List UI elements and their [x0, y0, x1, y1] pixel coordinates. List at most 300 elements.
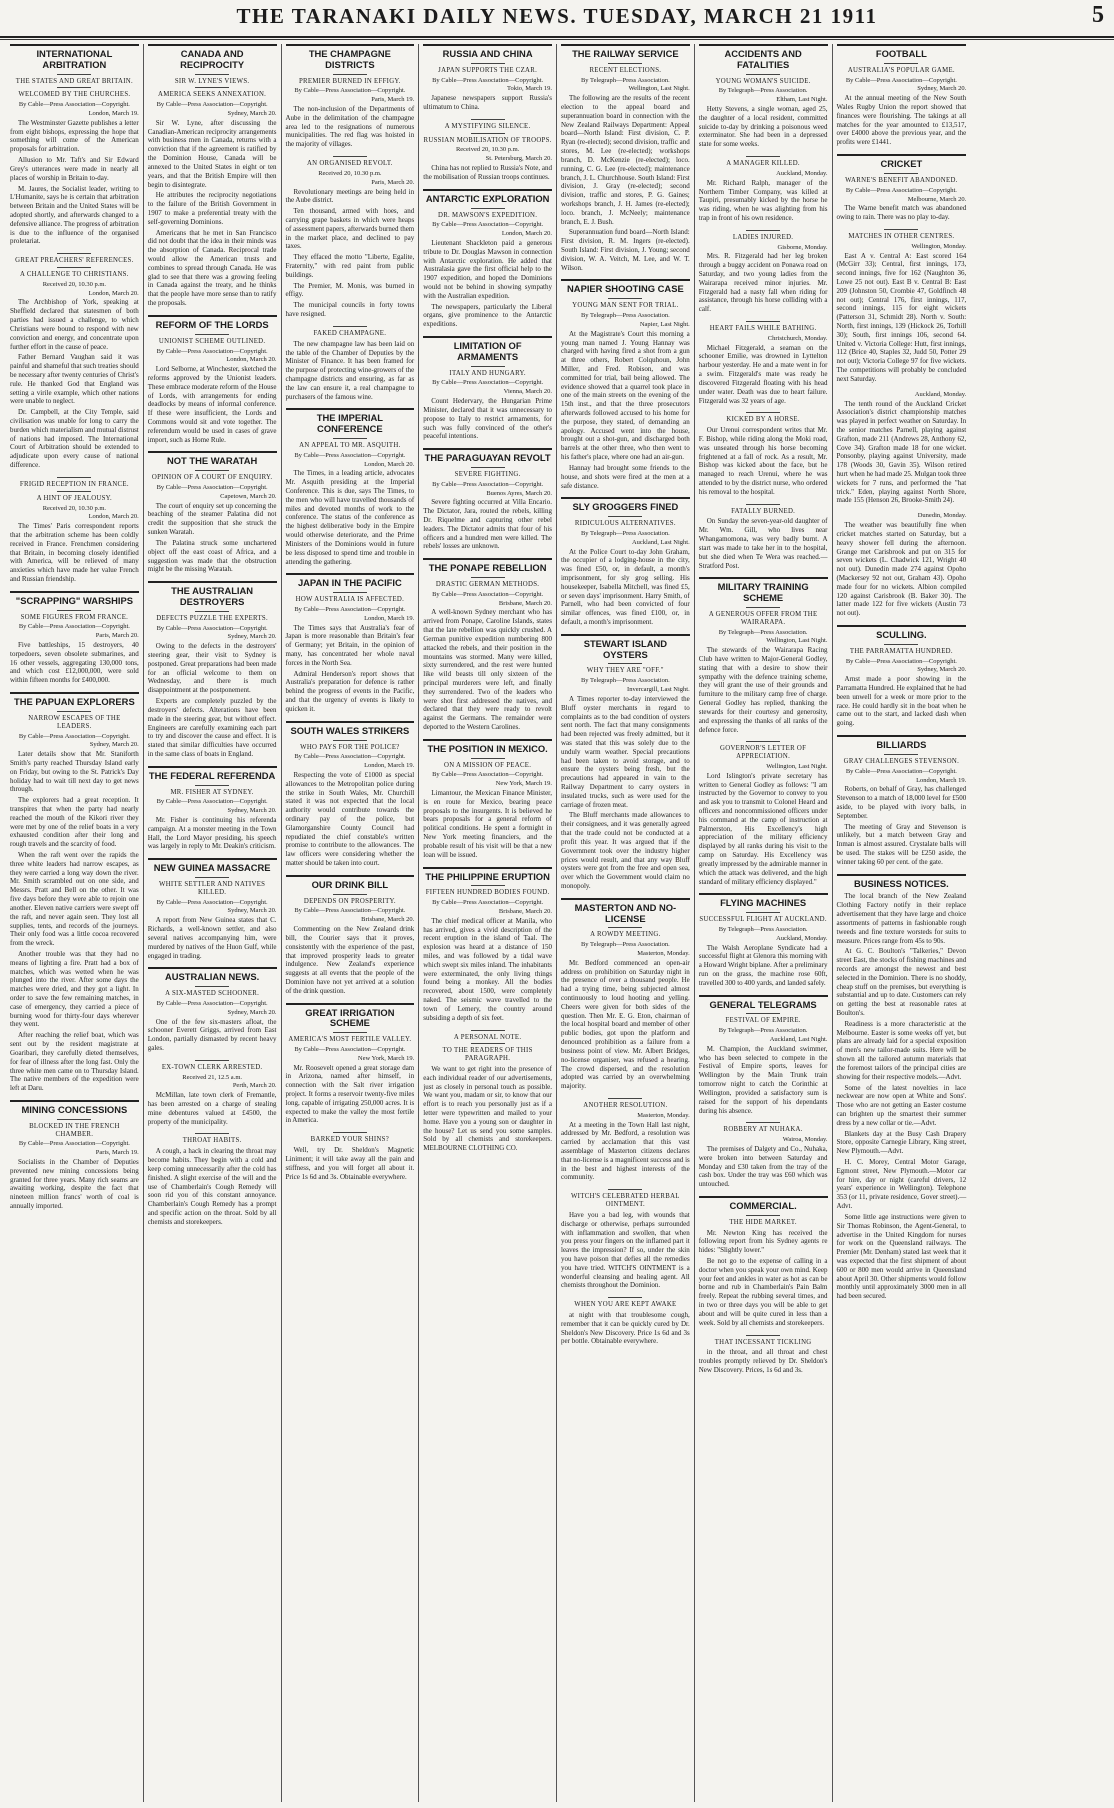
- article-credit: By Cable—Press Association—Copyright.: [156, 999, 268, 1007]
- article-subheading: WARNE'S BENEFIT ABANDONED.: [837, 173, 967, 185]
- article-subheading: A GENEROUS OFFER FROM THE WAIRARAPA.: [699, 607, 828, 627]
- article-headline: RUSSIA AND CHINA: [442, 48, 533, 59]
- article-dateline: New York, March 19.: [495, 780, 552, 788]
- article-paragraph: Americans that he met in San Francisco did not doubt that the idea in their minds was the absorption of Canada. Reciprocal trade would allow the American trusts and combines to spread through Canada. He was glad to see that there was a growing feeling in Canada against the treaty, and he thinks that the people have more sense than to ratify the proposals.: [147, 228, 277, 308]
- article-paragraph: Mr. Roosevelt opened a great storage dam in Arizona, named after himself, in connection with the Salt river irrigation project. It forms a reservoir twenty-five miles long, capable of irrigating 250,000 acres. It is expected to make the valley the most fertile in America.: [285, 1063, 415, 1125]
- article-headline: SOUTH WALES STRIKERS: [290, 724, 410, 736]
- article-subheading: SEVERE FIGHTING.: [423, 467, 552, 479]
- columns-container: [6, 44, 1108, 1802]
- news-article: [286, 1003, 415, 1126]
- news-article: [148, 1133, 277, 1226]
- news-article: [148, 766, 277, 851]
- article-credit: By Telegraph—Press Association.: [580, 941, 670, 949]
- article-paragraph: The following are the results of the recent election to the appeal board and superannuation board in connection with the New Zealand Railways Department: Appeal board—North Island: First division, C. P. Ryan (re-elected); second division, traffic and stores, M. Lee (re-elected); workshops branch, D. McKenzie (re-elected); loco. running, C. G. Lee (re-elected); maintenance branch, J. L. Churchhouse. South Island: First division, J. Gray (re-elected); second division, traffic and stores, P. G. Gaines; workshops branch, J. H. James (re-elected); loco. branch, J. McNeely; maintenance branch, E. J. Bush.: [561, 94, 690, 226]
- news-article: [423, 867, 552, 1023]
- article-credit: By Cable—Press Association—Copyright.: [432, 771, 544, 779]
- news-article: [699, 412, 828, 496]
- article-subheading: WHY THEY ARE "OFF.": [561, 663, 690, 675]
- article-dateline: Auckland, Monday.: [776, 934, 828, 942]
- article-subheading: MR. FISHER AT SYDNEY.: [148, 785, 277, 797]
- article-paragraph: The weather was beautifully fine when cricket matches started on Saturday, but a heavy shower fell during the afternoon. Grange met Carisbrook and put on 315 for seven wickets (L. Chadwick 121, Wright 40 not out). Dunedin made 274 against Opoho (Mackersey 92 not out, Graham 43). Opoho made four for no wickets. Albion compiled 120 against Carisbrook (B. Baker 30). The latter made 122 for five wickets (Austin 73 not out).: [836, 521, 967, 618]
- article-paragraph: Have you a bad leg, with wounds that discharge or otherwise, perhaps surrounded with inflammation and swollen, that when you press your fingers on the inflamed part it leaves the impression? If so, under the skin you have poison that defies all the remedies you have tried. WITCH'S OINTMENT is a wonderful cleansing and healing agent. All chemists throughout the Dominion.: [561, 1210, 690, 1290]
- article-paragraph: Mr. Fisher is continuing his referenda campaign. At a monster meeting in the Town Hall, the Lord Mayor presiding, his speech was largely in reply to Mr. Deakin's criticism.: [147, 815, 277, 851]
- article-headline: COMMERCIAL.: [729, 1199, 797, 1211]
- article-paragraph: Well, try Dr. Sheldon's Magnetic Liniment; it will take away all the pain and stiffness, and you will forget all about it. Price 1s 6d and 3s. Obtainable everywhere.: [285, 1146, 415, 1181]
- article-subheading: JAPAN SUPPORTS THE CZAR.: [423, 63, 552, 75]
- article-paragraph: Mr. Newton King has received the following report from his Sydney agents re hides: "Slightly lower.": [698, 1228, 828, 1255]
- article-subheading: GRAY CHALLENGES STEVENSON.: [837, 754, 967, 766]
- headline-rule: [148, 451, 277, 453]
- article-paragraph: Be not go to the expense of calling in a doctor when you speak your own mind. Keep your feet and ankles in water as hot as can be borne and rub in Chamberlain's Pain Balm freely. Repeat the rubbing several times, and in two or three days you will be able to get about and will be quite cured in less than a week. Sold by all chemists and storekeepers.: [698, 1257, 828, 1327]
- news-article: [699, 577, 828, 734]
- headline-rule: [423, 558, 552, 560]
- article-paragraph: Revolutionary meetings are being held in the Aube district.: [285, 187, 415, 205]
- article-headline: THE PONAPE REBELLION: [428, 562, 547, 574]
- article-dateline: Perth, March 20.: [232, 1082, 277, 1090]
- news-article: [699, 1335, 828, 1375]
- headline-rule: [286, 721, 415, 723]
- article-subheading: SUCCESSFUL FLIGHT AT AUCKLAND.: [699, 912, 828, 924]
- article-subheading: UNIONIST SCHEME OUTLINED.: [148, 334, 277, 346]
- article-dateline: Sydney, March 20.: [227, 110, 277, 118]
- article-dateline: Wairoa, Monday.: [782, 1136, 828, 1144]
- headline-rule: [837, 154, 967, 156]
- article-subheading: RIDICULOUS ALTERNATIVES.: [561, 516, 690, 528]
- article-subheading: YOUNG MAN SENT FOR TRIAL.: [561, 298, 690, 310]
- headline-rule: [148, 858, 277, 860]
- article-credit: By Telegraph—Press Association.: [580, 76, 670, 84]
- news-article: [423, 189, 552, 329]
- article-paragraph: The Times, in a leading article, advocates Mr. Asquith presiding at the Imperial Conference. This is due, says The Times, to the men who will have travelled thousands of miles and devoted months of work to the conference. The status of the conference as the highest deliberative body in the Empire would otherwise deteriorate, and the Prime Ministers of the Dominions would in future be less disposed to spend time and trouble in attending the gathering.: [285, 469, 415, 566]
- article-paragraph: At G. C. Boulton's "Talkeries," Devon street East, the stocks of fishing machines and records are amongst the newest and best selected in the Dominion. There is no shoddy, cheap stuff on the premises, but everything is substantial and up to date. Customers can rely on getting the best at reasonable rates at Boulton's.: [836, 947, 967, 1018]
- news-article: [10, 44, 139, 246]
- article-headline: MINING CONCESSIONS: [21, 1103, 128, 1115]
- article-paragraph: China has not replied to Russia's Note, and the mobilisation of Russian troops continues.: [423, 164, 552, 181]
- article-subheading: AMERICA SEEKS ANNEXATION.: [148, 87, 277, 99]
- news-article: [148, 581, 277, 759]
- article-subheading: HEART FAILS WHILE BATHING.: [699, 321, 828, 333]
- article-paragraph: On Sunday the seven-year-old daughter of Mr. Wm. Gill, who lives near Whangamomona, was very badly burnt. A start was made to take her in to the hospital, but she died when Te Wera was reached.—Stratford Post.: [698, 517, 828, 570]
- news-article: [148, 44, 277, 308]
- news-article: [10, 253, 139, 470]
- article-paragraph: The stewards of the Wairarapa Racing Club have written to Major-General Godley, stating that with a desire to show their sympathy with the defence training scheme, they will grant the use of their grounds and furniture to the military camp free of charge. General Godley has replied, thanking the stewards for their courtesy and generosity, and expressing the thanks of all ranks of the defence force.: [698, 646, 828, 734]
- article-headline: THE RAILWAY SERVICE: [572, 48, 679, 59]
- article-subheading: DR. MAWSON'S EXPEDITION.: [423, 208, 552, 220]
- article-credit: By Cable—Press Association—Copyright.: [845, 186, 957, 194]
- article-paragraph: Japanese newspapers support Russia's ultimatum to China.: [423, 94, 552, 112]
- article-paragraph: The Warne benefit match was abandoned owing to rain. There was no play to-day.: [836, 204, 967, 222]
- article-dateline: London, March 19.: [364, 614, 415, 622]
- article-credit: By Cable—Press Association—Copyright.: [18, 1140, 130, 1148]
- article-paragraph: The meeting of Gray and Stevenson is unlikely, but a match between Gray and Inman is almost assured. Crystalate balls will be used. The stakes will be £250 aside, the winner taking 60 per cent. of the gate.: [836, 822, 967, 866]
- article-subheading: BLOCKED IN THE FRENCH CHAMBER.: [10, 1119, 139, 1139]
- news-article: [561, 634, 690, 891]
- headline-rule: [561, 44, 690, 46]
- article-dateline: Sydney, March 20.: [89, 741, 139, 749]
- news-article: [10, 591, 139, 685]
- article-subheading: YOUNG WOMAN'S SUICIDE.: [699, 74, 828, 86]
- article-credit: By Cable—Press Association—Copyright.: [845, 657, 957, 665]
- article-paragraph: At the Police Court to-day John Graham, the occupier of a lodging-house in the city, was fined £50, or, in default, a month's imprisonment, for sly grog selling. His housekeeper, Isabella Mitchell, was fined £5, or seven days' imprisonment. Harry Smith, of Parnell, who had been convicted of four similar offences, was fined £100, or, in default, a month's imprisonment.: [561, 547, 690, 627]
- article-dateline: Sydney, March 20.: [917, 85, 967, 93]
- article-dateline: Brisbane, March 20.: [361, 916, 415, 924]
- headline-rule: [423, 867, 552, 869]
- article-subheading: THE PARRAMATTA HUNDRED.: [837, 644, 967, 656]
- news-article: [148, 315, 277, 445]
- article-subheading: FIFTEEN HUNDRED BODIES FOUND.: [423, 885, 552, 897]
- article-paragraph: Count Hedervary, the Hungarian Prime Minister, declared that it was unnecessary to propose to Italy to restrict armaments, for such was fully convinced of the other's peaceful intentions.: [423, 397, 552, 441]
- headline-rule: [423, 336, 552, 338]
- article-dateline: Eltham, Last Night.: [776, 96, 828, 104]
- article-subheading: WELCOMED BY THE CHURCHES.: [10, 87, 139, 99]
- article-subheading: DEFECTS PUZZLE THE EXPERTS.: [148, 611, 277, 623]
- article-paragraph: Ten thousand, armed with hoes, and carrying grape baskets in which were heaps of assessment papers, afterwards burned them in the market place, and declined to pay taxes.: [285, 207, 415, 251]
- article-credit: By Telegraph—Press Association.: [580, 529, 670, 537]
- article-headline: LIMITATION OF ARMAMENTS: [453, 340, 522, 362]
- article-dateline: Sydney, March 20.: [227, 633, 277, 641]
- article-subheading: WITCH'S CELEBRATED HERBAL OINTMENT.: [561, 1189, 690, 1209]
- article-headline: JAPAN IN THE PACIFIC: [297, 577, 402, 589]
- article-dateline: Buenos Ayres, March 20.: [486, 489, 552, 497]
- article-headline: THE AUSTRALIAN DESTROYERS: [171, 585, 254, 607]
- article-paragraph: Lieutenant Shackleton paid a generous tribute to Dr. Douglas Mawson in connection with Antarctic exploration. He added that Australasia gave the first official help to the 1907 expedition, and hoped the Dominions would not be behind in showing sympathy with the Australian expedition.: [423, 238, 552, 300]
- article-paragraph: Blankets day at the Busy Cash Drapery Store, opposite Carnegie Library, King street, New Plymouth.—Advt.: [836, 1129, 967, 1156]
- article-paragraph: East A v. Central A: East scored 164 (McGirr 33); Central, first innings, 173, second innings, five for 162 (Naughton 36, Lowe 25 not out). East B v. Central B: East 209 (Johnston 50, Crombie 47, Goldfinch 48 not out); Central 176, first innings, 117, second innings, 115 for eight wickets (Patterson 31, Schmidt 28). North v. South: North, first innings, 139 (Hickock 26, Torhill 30); South, first innings 106, second 64. United v. Victoria College: Hutt, first innings, 112 (Brice 40, Staples 32, Judd 50, Potter 29 not out); Victoria College 97 for five wickets. The competitions will probably be concluded next Saturday.: [836, 251, 967, 383]
- headline-rule: [837, 625, 967, 627]
- article-paragraph: Mr. Richard Ralph, manager of the Northern Timber Company, was killed at Taupiri, presumably kicked by the horse he was riding, when he was alighting from his trap in front of his own residence.: [698, 178, 828, 222]
- article-credit: By Cable—Press Association—Copyright.: [156, 347, 268, 355]
- article-paragraph: A well-known Sydney merchant who has arrived from Ponape, Caroline Islands, states that the late rebellion was quickly crushed. A German punitive expedition numbering 800 attacked the rebels, and their position in the mountains was stormed. Many were killed, sixty surrendered, and the rest were hunted like wild beasts till only sixteen of the principal murderers were left, and finally they surrendered. Two of the leaders who were shot first addressed the natives, and declared that they were ready to revolt against the Germans. The remainder were deported to the Western Carolines.: [423, 608, 552, 731]
- article-credit: By Cable—Press Association—Copyright.: [18, 623, 130, 631]
- news-article: [423, 119, 552, 182]
- article-headline: FLYING MACHINES: [720, 897, 807, 909]
- headline-rule: [699, 577, 828, 579]
- article-headline: SLY GROGGERS FINED: [572, 501, 679, 513]
- article-subheading: THROAT HABITS.: [148, 1133, 277, 1145]
- article-subheading: ROBBERY AT NUHAKA.: [699, 1122, 828, 1134]
- article-paragraph: The Palatina struck some unchartered object off the east coast of Africa, and a suggestion was made that the obstruction might be the missing Waratah.: [147, 538, 277, 574]
- article-subheading: NARROW ESCAPES OF THE LEADERS.: [10, 711, 139, 731]
- news-article: [561, 44, 690, 272]
- article-paragraph: Sir W. Lyne, after discussing the Canadian-American reciprocity arrangements with business men in Canada, returns with a conviction that if the agreement is ratified by the Dominion House, Canada will be annexed to the United States in eight or ten years, and that the British Empire will then begin to disintegrate.: [147, 118, 277, 189]
- news-article: [837, 735, 967, 867]
- news-column: [557, 44, 695, 1802]
- article-credit: By Telegraph—Press Association.: [718, 87, 808, 95]
- article-headline: REFORM OF THE LORDS: [155, 318, 269, 330]
- news-article: [561, 1297, 690, 1346]
- article-credit: By Cable—Press Association—Copyright.: [294, 451, 406, 459]
- article-credit: By Cable—Press Association—Copyright.: [294, 605, 406, 613]
- article-credit: By Cable—Press Association—Copyright.: [294, 753, 406, 761]
- headline-rule: [699, 1196, 828, 1198]
- article-subheading: WHITE SETTLER AND NATIVES KILLED.: [148, 877, 277, 897]
- article-paragraph: At a meeting in the Town Hall last night, addressed by Mr. Bedford, a resolution was carried by acclamation that this vast assemblage of Masterton citizens declares that no-license is a magnificent success and is in the best and highest interests of the community.: [561, 1120, 690, 1182]
- article-subheading: A CHALLENGE TO CHRISTIANS.: [10, 267, 139, 279]
- news-article: [561, 1189, 690, 1290]
- article-headline: THE CHAMPAGNE DISTRICTS: [308, 48, 391, 70]
- news-article: [561, 1098, 690, 1182]
- headline-rule: [561, 497, 690, 499]
- news-article: [10, 477, 139, 584]
- article-subheading: FAKED CHAMPAGNE.: [286, 326, 415, 338]
- news-article: [837, 44, 967, 147]
- article-paragraph: The court of enquiry set up concerning the beaching of the steamer Palatina did not credit the supposition that she struck the sunken Waratah.: [147, 501, 277, 537]
- article-dateline: Invercargill, Last Night.: [627, 686, 690, 694]
- headline-rule: [837, 874, 967, 876]
- article-headline: OUR DRINK BILL: [311, 878, 389, 890]
- article-paragraph: McMillan, late town clerk of Fremantle, has been arrested on a charge of stealing mine debentures valued at £4500, the property of the municipality.: [147, 1091, 277, 1126]
- article-subheading: TO THE READERS OF THIS PARAGRAPH.: [423, 1043, 552, 1063]
- article-paragraph: At the annual meeting of the New South Wales Rugby Union the report showed that finances were flourishing. The takings at all matches for the year amounted to £13,517, over £4000 above the previous year, and the profits were £1441.: [836, 94, 967, 147]
- article-paragraph: The Archbishop of York, speaking at Sheffield declared that statesmen of both parties had issued a challenge, to which Christians were bound to respond with new conviction and energy, and concentrate upon further effort in the cause of peace.: [10, 298, 139, 351]
- article-paragraph: A report from New Guinea states that C. Richards, a well-known settler, and also several natives accompanying him, were murdered by natives of the Huon Gulf, while engaged in trading.: [147, 916, 277, 960]
- article-paragraph: Mr. Bedford commenced an open-air address on prohibition on Saturday night in the presence of over a thousand people. He had a trying time, being subjected almost continuously to loud hooting and yelling. Cheers were given for both sides of the question. Then Mr. E. G. Eton, chairman of the local hospital board and member of other public bodies, got upon the platform and denounced prohibition as a failure from a business point of view. Mr. Albert Bridges, no-license organiser, was refused a hearing. The crowd dispersed, and the resolution adopted was carried by an overwhelming majority.: [561, 958, 690, 1091]
- news-article: [286, 573, 415, 713]
- article-paragraph: The premises of Dalgety and Co., Nuhaka, were broken into between Saturday and Monday and £30 taken from the tray of the cash box. Under the tray was £60 which was untouched.: [698, 1144, 828, 1189]
- article-dateline: Auckland, Last Night.: [769, 1036, 828, 1044]
- news-column: [419, 44, 557, 1802]
- article-dateline: Paris, March 20.: [371, 178, 415, 186]
- article-subheading: FRIGID RECEPTION IN FRANCE.: [10, 477, 139, 489]
- news-article: [10, 692, 139, 1093]
- article-credit: By Telegraph—Press Association.: [718, 628, 808, 636]
- article-subheading: WHEN YOU ARE KEPT AWAKE: [561, 1297, 690, 1309]
- article-paragraph: M. Champion, the Auckland swimmer, who has been selected to compete in the Festival of Empire sports, leaves for Wellington by the Main Trunk train tomorrow night to catch the Corinthic at Wellington, provided a satisfactory sum is raised for the support of his dependants during his absence.: [698, 1044, 828, 1115]
- article-paragraph: The Walsh Aeroplane Syndicate had a successful flight at Glenora this morning with a Howard Wright biplane. After a preliminary run on the grass, the machine rose 60ft, travelled 300 to 400 yards, and landed safely.: [698, 943, 828, 987]
- article-credit: Received 20, 10.30 p.m.: [42, 504, 107, 512]
- news-article: [699, 230, 828, 314]
- article-subheading: A PERSONAL NOTE.: [423, 1030, 552, 1042]
- news-article: [837, 154, 967, 222]
- article-dateline: Masterton, Monday.: [637, 1111, 690, 1119]
- article-paragraph: Socialists in the Chamber of Deputies prevented new mining concessions being granted for three years. Many rich seams are awaiting working, despite the fact that nineteen million francs' worth of coal is annually imported.: [10, 1158, 139, 1211]
- article-subheading: DEPENDS ON PROSPERITY.: [286, 894, 415, 906]
- news-article: [286, 721, 415, 868]
- article-paragraph: Hetty Stevens, a single woman, aged 25, the daughter of a local resident, committed suicide to-day by drinking a poisonous weed exterminator. She had been in a depressed state for some weeks.: [698, 105, 828, 149]
- article-paragraph: The Times' Paris correspondent reports that the arbitration scheme has been coldly received in France. Frenchmen considering that Britain, in becoming closely identified with America, will be relieved of many anxieties which have made her value French and Russian friendship.: [10, 522, 139, 583]
- article-paragraph: The Times says that Australia's fear of Japan is more reasonable than Britain's fear of Germany; yet Britain, in the opinion of many, has concentrated her whole naval forces in the North Sea.: [285, 623, 415, 667]
- article-subheading: RUSSIAN MOBILISATION OF TROOPS.: [423, 133, 552, 145]
- article-subheading: SOME FIGURES FROM FRANCE.: [10, 610, 139, 622]
- article-dateline: Napier, Last Night.: [639, 320, 690, 328]
- news-article: [837, 229, 967, 384]
- headline-rule: [286, 44, 415, 46]
- article-credit: By Cable—Press Association—Copyright.: [156, 101, 268, 109]
- article-dateline: Wellington, Last Night.: [766, 762, 828, 770]
- article-paragraph: at night with that troublesome cough, remember that it can be quickly cured by Dr. Sheldon's New Discovery. Price 1s 6d and 3s per bottle. Obtainable everywhere.: [561, 1311, 690, 1346]
- article-dateline: Christchurch, Monday.: [767, 334, 828, 342]
- article-headline: AUSTRALIAN NEWS.: [164, 971, 260, 983]
- article-subheading: EX-TOWN CLERK ARRESTED.: [148, 1060, 277, 1072]
- article-paragraph: Lord Selborne, at Winchester, sketched the reforms approved by the Unionist leaders. These embrace moderate reform of the House of Lords, with arrangements for ending deadlocks by means of informal conference. If these were insufficient, the Lords and Commons would sit and vote together. The referendum would be used in cases of grave import, such as Home Rule.: [147, 365, 277, 444]
- article-subheading: WHO PAYS FOR THE POLICE?: [286, 740, 415, 752]
- headline-rule: [148, 315, 277, 317]
- article-subheading: BARKED YOUR SHINS?: [286, 1132, 415, 1144]
- article-headline: ANTARCTIC EXPLORATION: [425, 192, 550, 204]
- headline-rule: [699, 44, 828, 46]
- article-headline: MASTERTON AND NO-LICENSE: [574, 901, 677, 924]
- news-article: [286, 44, 415, 149]
- masthead: [0, 0, 1114, 38]
- page-number: 5: [1092, 2, 1104, 28]
- article-subheading: AUSTRALIA'S POPULAR GAME.: [837, 63, 967, 75]
- news-article: [837, 874, 967, 1301]
- headline-rule: [148, 581, 277, 583]
- article-subheading: MATCHES IN OTHER CENTRES.: [837, 229, 967, 241]
- headline-rule: [699, 995, 828, 997]
- article-subheading: SIR W. LYNE'S VIEWS.: [148, 74, 277, 86]
- article-headline: "SCRAPPING" WARSHIPS: [15, 594, 133, 606]
- article-dateline: London, March 20.: [364, 460, 415, 468]
- article-dateline: Paris, March 19.: [371, 96, 415, 104]
- news-article: [699, 1196, 828, 1328]
- article-credit: By Telegraph—Press Association.: [580, 677, 670, 685]
- article-subheading: AMERICA'S MOST FERTILE VALLEY.: [286, 1032, 415, 1044]
- news-article: [423, 1030, 552, 1154]
- headline-rule: [423, 448, 552, 450]
- article-headline: THE IMPERIAL CONFERENCE: [316, 412, 383, 435]
- article-paragraph: Commenting on the New Zealand drink bill, the Courier says that it proves, consistently with the experience of the past, that improved prosperity leads to greater indulgence. New Zealand's experience suggests at all events that the people of the Dominion have not yet arrived at a solution of the drink question.: [285, 925, 415, 995]
- news-article: [699, 321, 828, 405]
- article-paragraph: The municipal councils in forty towns have resigned.: [285, 301, 415, 319]
- article-paragraph: H. C. Morey, Central Motor Garage, Egmont street, New Plymouth.—Motor car for hire, day or night (careful drivers, 12 years' experience in Wellington). Telephone 353 (or 11, private residence, Gover street).—Advt.: [836, 1158, 967, 1211]
- news-article: [423, 336, 552, 441]
- article-paragraph: Owing to the defects in the destroyers' steering gear, their visit to Sydney is postponed. Great preparations had been made for an official welcome to them on Wednesday, and there is much disappointment at the postponement.: [147, 642, 277, 695]
- article-subheading: THE HIDE MARKET.: [699, 1215, 828, 1227]
- article-dateline: Gisborne, Monday.: [777, 243, 828, 251]
- article-paragraph: Respecting the vote of £1000 as special allowances to the Metropolitan police during the strike in South Wales, Mr. Churchill stated it was not expected that the local authority would contribute towards the ordinary pay of the police, but Glamorganshire County Council had repudiated the chief constable's written promise to contribute to the allowances. The law officers were considering whether the matter should be taken into court.: [285, 770, 415, 868]
- news-article: [699, 893, 828, 987]
- article-dateline: Wellington, Last Night.: [766, 637, 828, 645]
- headline-rule: [837, 735, 967, 737]
- article-dateline: Auckland, Last Night.: [631, 538, 690, 546]
- news-column: [6, 44, 144, 1802]
- article-subheading: AN ORGANISED REVOLT.: [286, 156, 415, 168]
- news-article: [837, 512, 967, 618]
- article-credit: By Cable—Press Association—Copyright.: [845, 767, 957, 775]
- article-credit: By Cable—Press Association—Copyright.: [18, 101, 130, 109]
- article-paragraph: One of the few six-masters afloat, the schooner Everett Griggs, arrived from East London, partially dismasted by recent heavy gales.: [147, 1017, 277, 1052]
- article-subheading: HOW AUSTRALIA IS AFFECTED.: [286, 592, 415, 604]
- article-paragraph: He attributes the reciprocity negotiations to the failure of the British Government in 1907 to make a preferential treaty with the self-governing Dominions.: [147, 191, 277, 226]
- article-dateline: Brisbane, March 20.: [498, 907, 552, 915]
- news-article: [148, 967, 277, 1052]
- news-article: [148, 858, 277, 960]
- article-paragraph: Severe fighting occurred at Villa Encario. The Dictator, Jara, routed the rebels, killing Dr. Riquelme and capturing other rebel leaders. The Dictator admits that four of his officers and a hundred men were killed. The rebels' losses are unknown.: [423, 498, 552, 551]
- article-paragraph: Dr. Campbell, at the City Temple, said civilisation was unable for long to carry the burden which materialism and mutual distrust of nations had imposed. The International Court of Arbitration should be extended to adjudicate upon every cause of national difference.: [10, 408, 139, 470]
- article-subheading: FATALLY BURNED.: [699, 504, 828, 516]
- headline-rule: [561, 898, 690, 900]
- article-headline: INTERNATIONAL ARBITRATION: [36, 48, 113, 70]
- article-credit: By Cable—Press Association—Copyright.: [156, 484, 268, 492]
- news-article: [286, 156, 415, 319]
- article-headline: THE PARAGUAYAN REVOLT: [424, 452, 551, 464]
- headline-rule: [148, 44, 277, 46]
- article-subheading: GOVERNOR'S LETTER OF APPRECIATION.: [699, 741, 828, 761]
- article-headline: BILLIARDS: [876, 739, 927, 751]
- article-paragraph: in the throat, and all throat and chest troubles promptly relieved by Dr. Sheldon's New Discovery. Prices, 1s 6d and 3s.: [698, 1348, 828, 1374]
- article-subheading: A SIX-MASTED SCHOONER.: [148, 986, 277, 998]
- article-credit: By Cable—Press Association—Copyright.: [432, 379, 544, 387]
- article-headline: SCULLING.: [876, 629, 927, 641]
- article-paragraph: Admiral Henderson's report shows that Australia's preparation for defence is rather behind the progress of events in the Pacific, and that the urgency of events is likely to quicken it.: [285, 669, 415, 713]
- news-article: [699, 504, 828, 571]
- article-paragraph: Our Urenui correspondent writes that Mr. F. Bishop, while riding along the Moki road, was unseated through his horse becoming frightened at a fall of rock. As a result, Mr. Bishop was kicked about the face, but he managed to reach Urenui, where he was attended to by the district nurse, who ordered his removal to the hospital.: [698, 426, 828, 496]
- article-dateline: Brisbane, March 20.: [498, 599, 552, 607]
- article-headline: FOOTBALL: [875, 48, 927, 59]
- article-headline: NEW GUINEA MASSACRE: [153, 862, 271, 874]
- news-article: [699, 995, 828, 1116]
- article-credit: Received 20, 10.30 p.m.: [455, 146, 520, 154]
- article-paragraph: The chief medical officer at Manila, who has arrived, gives a vivid description of the recent eruption in the island of Taal. The explosion was heard at a distance of 150 miles, and was followed by a tidal wave which swept six miles inland. The inhabitants were exterminated, the only living things found being a monkey. All the bodies recovered, about 1500, were completely naked. The seismic wave travelled to the town of Lemery, the country around subsiding a depth of six feet.: [423, 916, 552, 1022]
- news-column: [282, 44, 420, 1802]
- article-paragraph: Some of the latest novelties in lace neckwear are now open at White and Sons'. Those who are not getting an Easter costume can brighten up the smartest their summer dress by a new collar or tie.—Advt.: [836, 1083, 967, 1127]
- news-article: [699, 741, 828, 886]
- article-paragraph: Mrs. R. Fitzgerald had her leg broken through a buggy accident on Ponawa road on Saturday, and two young ladies from the Wairarapa received minor injuries. Mr. Fitzgerald had a nasty fall when riding for assistance, through his horse colliding with a calf.: [698, 252, 828, 314]
- article-credit: By Cable—Press Association—Copyright.: [294, 87, 406, 95]
- news-article: [423, 558, 552, 732]
- article-credit: By Cable—Press Association—Copyright.: [432, 899, 544, 907]
- article-dateline: New York, March 19.: [357, 1054, 415, 1062]
- article-subheading: DRASTIC GERMAN METHODS.: [423, 577, 552, 589]
- article-paragraph: After reaching the relief boat, which was sent out by the resident magistrate at Goaribari, they carefully dieted themselves, for fear of illness after the long fast. Only the three white men came on to Thursday Island. The native members of the expedition were left at Daru.: [10, 1031, 139, 1093]
- article-paragraph: They effaced the motto "Liberte, Egalite, Fraternity," with red paint from public buildings.: [285, 253, 415, 279]
- article-paragraph: The Premier, M. Monis, was burned in effigy.: [285, 281, 415, 299]
- article-headline: GENERAL TELEGRAMS: [709, 998, 817, 1010]
- article-dateline: London, March 20.: [226, 356, 277, 364]
- headline-rule: [699, 893, 828, 895]
- headline-rule: [423, 739, 552, 741]
- article-dateline: Sydney, March 20.: [917, 666, 967, 674]
- article-subheading: FESTIVAL OF EMPIRE.: [699, 1013, 828, 1025]
- article-subheading: OPINION OF A COURT OF ENQUIRY.: [148, 470, 277, 482]
- article-dateline: Vienna, March 20.: [503, 388, 552, 396]
- article-headline: CANADA AND RECIPROCITY: [180, 48, 245, 70]
- article-credit: By Cable—Press Association—Copyright.: [156, 624, 268, 632]
- article-headline: STEWART ISLAND OYSTERS: [583, 637, 668, 660]
- article-dateline: London, March 19.: [88, 110, 139, 118]
- article-paragraph: We want to get right into the presence of each individual reader of our advertisements, just as closely in personal touch as possible. We want you, madam or sir, to know that our effort is to reach you personally just as if a letter were typewritten and mailed to your home. Have you a young son or daughter in the house? Let us send you some samples. Sold by all chemists and storekeepers. MELBOURNE CLOTHING CO.: [423, 1064, 552, 1153]
- headline-rule: [837, 44, 967, 46]
- article-credit: By Cable—Press Association—Copyright.: [432, 590, 544, 598]
- news-article: [561, 279, 690, 490]
- news-article: [837, 391, 967, 506]
- article-subheading: GREAT PREACHERS' REFERENCES.: [10, 253, 139, 265]
- article-subheading: PREMIER BURNED IN EFFIGY.: [286, 74, 415, 86]
- news-article: [423, 739, 552, 860]
- article-paragraph: Some little age instructions were given to Sir Thomas Robinson, the Agent-General, to advertise in the United Kingdom for nurses for work on the Queensland railways. The Premier (Mr. Denham) stated last week that it was expected that the first shipment of about 600 or 800 men would arrive in Queensland about April 30. Other shipments would follow monthly until approximately 3000 men in all had been secured.: [836, 1212, 967, 1301]
- article-paragraph: Experts are completely puzzled by the destroyers' defects. Alterations have been made in the steering gear, but without effect. Engineers are carefully examining each part to try and discover the cause and effect. It is stated that similar difficulties have occurred in the same class of boats in England.: [147, 697, 277, 758]
- article-headline: GREAT IRRIGATION SCHEME: [305, 1006, 395, 1029]
- article-paragraph: When the raft went over the rapids the three white leaders had narrow escapes, as they were carried a long way down the river. Mr. Smith scrambled out on one side, and Messrs. Pratt and Bell on the other. It was five days before they were able to rejoin one another. Eleven native carriers were swept off the raft, and never again seen. They lost all supplies, tents, and records of the journeys. Their only food was a little cocoa recovered from the wreck.: [10, 851, 139, 948]
- article-paragraph: Superannuation fund board—North Island: First division, R. M. Ingers (re-elected). South Island: First division, J. Young; second division, W. A. Veitch, M. Lee, and W. T. Wilson.: [561, 228, 690, 272]
- article-headline: THE POSITION IN MEXICO.: [427, 742, 548, 754]
- headline-rule: [10, 692, 139, 694]
- news-article: [561, 898, 690, 1091]
- article-paragraph: Arnst made a poor showing in the Parramatta Hundred. He explained that he had been unwell for a week or more prior to the race. He could hardly sit in the boat when he came out to the start, and lacked dash when going.: [836, 675, 967, 728]
- article-headline: NOT THE WARATAH: [166, 455, 258, 467]
- article-headline: THE FEDERAL REFERENDA: [148, 769, 276, 781]
- article-paragraph: The local branch of the New Zealand Clothing Factory notify in their replace advertisement that they have large and choice assortments of patterns in fashionable rough tweeds and fine texture worsteds for suits to measure. Prices range from 45s to 90s.: [836, 892, 967, 945]
- article-paragraph: Allusion to Mr. Taft's and Sir Edward Grey's utterances were made in nearly all places of worship in Britain to-day.: [10, 156, 139, 182]
- article-subheading: AN APPEAL TO MR. ASQUITH.: [286, 438, 415, 450]
- article-subheading: THAT INCESSANT TICKLING: [699, 1335, 828, 1347]
- article-paragraph: Father Bernard Vaughan said it was painful and shameful that such treaties should be necessary after twenty centuries of Christ's rule. He thanked God that England was setting a virile example, which other nations were unable to neglect.: [10, 353, 139, 406]
- article-credit: By Cable—Press Association—Copyright.: [18, 732, 130, 740]
- article-paragraph: The new champagne law has been laid on the table of the Chamber of Deputies by the Minister of Finance. It has been framed for the purpose of protecting wine-growers of the champagne districts and ensuring, as far as the law can ensure it, a real champagne to purchasers of the famous wine.: [285, 339, 415, 401]
- article-dateline: Auckland, Monday.: [914, 390, 967, 398]
- news-column: [695, 44, 833, 1802]
